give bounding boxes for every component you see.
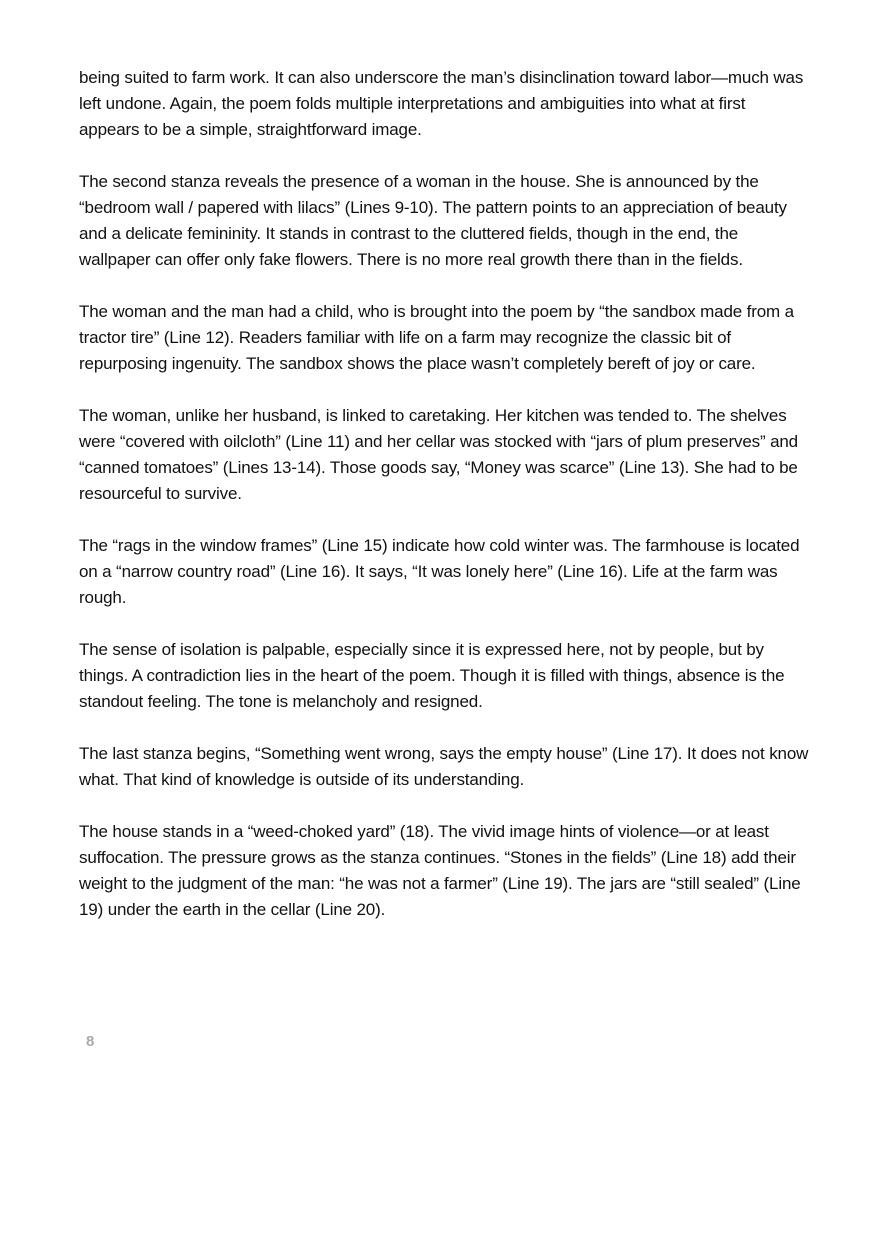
paragraph-4: The woman, unlike her husband, is linked to caretaking. Her kitchen was tended to. The shelves were “covered with oilcloth” (Line 11) and her cellar was stocked with “jars of plum preserves” and “canned tomatoes” (Lines 13-14). Those goods say, “Money was scarce” (Line 13). She had to be resourceful to survive. bbox=[79, 406, 798, 503]
paragraph-6: The sense of isolation is palpable, especially since it is expressed here, not by people, but by things. A contradiction lies in the heart of the poem. Though it is filled with things, absence is the standout feeling. The tone is melancholy and resigned. bbox=[79, 640, 785, 711]
paragraph-8: The house stands in a “weed-choked yard” (18). The vivid image hints of violence—or at least suffocation. The pressure grows as the stanza continues. “Stones in the fields” (Line 18) add their weight to the judgment of the man: “he was not a farmer” (Line 19). The jars are “still sealed” (Line 19) under the earth in the cellar (Line 20). bbox=[79, 822, 801, 919]
paragraph-2: The second stanza reveals the presence of a woman in the house. She is announced by the “bedroom wall / papered with lilacs” (Lines 9-10). The pattern points to an appreciation of beauty and a delicate femininity. It stands in contrast to the cluttered fields, though in the end, the wallpaper can offer only fake flowers. There is no more real growth there than in the fields. bbox=[79, 172, 787, 269]
paragraph-5: The “rags in the window frames” (Line 15) indicate how cold winter was. The farmhouse is located on a “narrow country road” (Line 16). It says, “It was lonely here” (Line 16). Life at the farm was rough. bbox=[79, 536, 800, 607]
paragraph-7: The last stanza begins, “Something went wrong, says the empty house” (Line 17). It does not know what. That kind of knowledge is outside of its understanding. bbox=[79, 744, 809, 789]
paragraph-3: The woman and the man had a child, who is brought into the poem by “the sandbox made from a tractor tire” (Line 12). Readers familiar with life on a farm may recognize the classic bit of repurposing ingenuity. The sandbox shows the place wasn’t completely bereft of joy or care. bbox=[79, 302, 794, 373]
page-number: 8 bbox=[86, 1033, 95, 1050]
paragraph-1: being suited to farm work. It can also underscore the man’s disinclination toward labor—much was left undone. Again, the poem folds multiple interpretations and ambiguities into what at first appears to be a simple, straightforward image. bbox=[79, 68, 804, 139]
document-body bbox=[79, 65, 809, 949]
